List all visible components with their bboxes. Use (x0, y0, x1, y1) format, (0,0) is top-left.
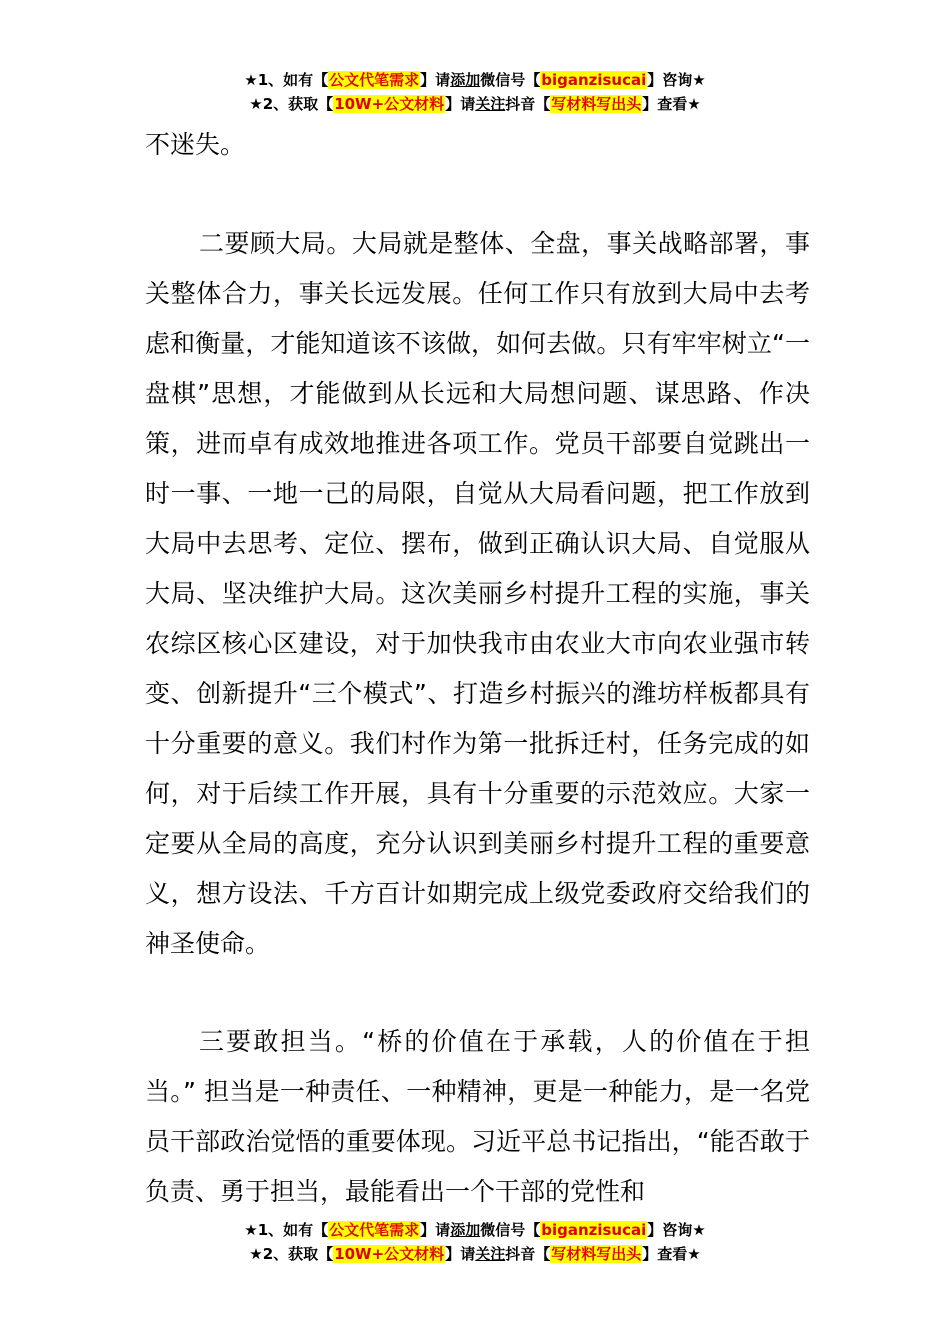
banner-text: 】请 (420, 1221, 451, 1239)
banner-line-2 (0, 1242, 950, 1266)
banner-line-2 (0, 92, 950, 116)
highlight-douyin-account: 写材料写出头 (551, 95, 642, 113)
banner-text: ★2、获取【 (249, 1245, 334, 1263)
highlight-douyin-account: 写材料写出头 (551, 1245, 642, 1263)
banner-text: 微信号【 (480, 71, 541, 89)
footer-banner (0, 1218, 950, 1266)
highlight-wechat-id: biganzisucai (541, 71, 647, 89)
banner-underlined-text: 添加 (450, 71, 481, 89)
banner-underlined-text: 关注 (475, 95, 506, 113)
banner-text: ★1、如有【 (244, 1221, 329, 1239)
banner-underlined-text: 关注 (475, 1245, 506, 1263)
banner-text: 】查看★ (642, 1245, 701, 1263)
highlight-writing-service: 公文代笔需求 (329, 1221, 420, 1239)
paragraph-responsibility: 三要敢担当。“桥的价值在于承载，人的价值在于担当。” 担当是一种责任、一种精神，更是一种能力，是一名党员干部政治觉悟的重要体现。习近平总书记指出，“能否敢于负责、勇于担当，最能看出一个干部的党性和 (145, 1027, 810, 1206)
banner-text: 】请 (445, 1245, 476, 1263)
banner-line-1 (0, 1218, 950, 1242)
banner-text: 抖音【 (505, 95, 551, 113)
banner-text: 】咨询★ (647, 1221, 706, 1239)
highlight-materials: 10W+公文材料 (334, 1245, 445, 1263)
banner-text: 抖音【 (505, 1245, 551, 1263)
header-banner (0, 68, 950, 116)
paragraph-fragment: 不迷失。 (145, 130, 246, 159)
paragraph-big-picture: 二要顾大局。大局就是整体、全盘，事关战略部署，事关整体合力，事关长远发展。任何工作只有放到大局中去考虑和衡量，才能知道该不该做，如何去做。只有牢牢树立“一盘棋”思想，才能做到从长远和大局想问题、谋思路、作决策，进而卓有成效地推进各项工作。党员干部要自觉跳出一时一事、一地一己的局限，自觉从大局看问题，把工作放到大局中去思考、定位、摆布，做到正确认识大局、自觉服从大局、坚决维护大局。这次美丽乡村提升工程的实施，事关农综区核心区建设，对于加快我市由农业大市向农业强市转变、创新提升“三个模式”、打造乡村振兴的潍坊样板都具有十分重要的意义。我们村作为第一批拆迁村，任务完成的如何，对于后续工作开展，具有十分重要的示范效应。大家一定要从全局的高度，充分认识到美丽乡村提升工程的重要意义，想方设法、千方百计如期完成上级党委政府交给我们的神圣使命。 (145, 229, 810, 958)
banner-line-1 (0, 68, 950, 92)
highlight-wechat-id: biganzisucai (541, 1221, 647, 1239)
banner-text: 微信号【 (480, 1221, 541, 1239)
highlight-writing-service: 公文代笔需求 (329, 71, 420, 89)
banner-text: ★1、如有【 (244, 71, 329, 89)
banner-text: ★2、获取【 (249, 95, 334, 113)
banner-text: 】请 (445, 95, 476, 113)
highlight-materials: 10W+公文材料 (334, 95, 445, 113)
banner-text: 】咨询★ (647, 71, 706, 89)
banner-text: 】查看★ (642, 95, 701, 113)
banner-underlined-text: 添加 (450, 1221, 481, 1239)
banner-text: 】请 (420, 71, 451, 89)
